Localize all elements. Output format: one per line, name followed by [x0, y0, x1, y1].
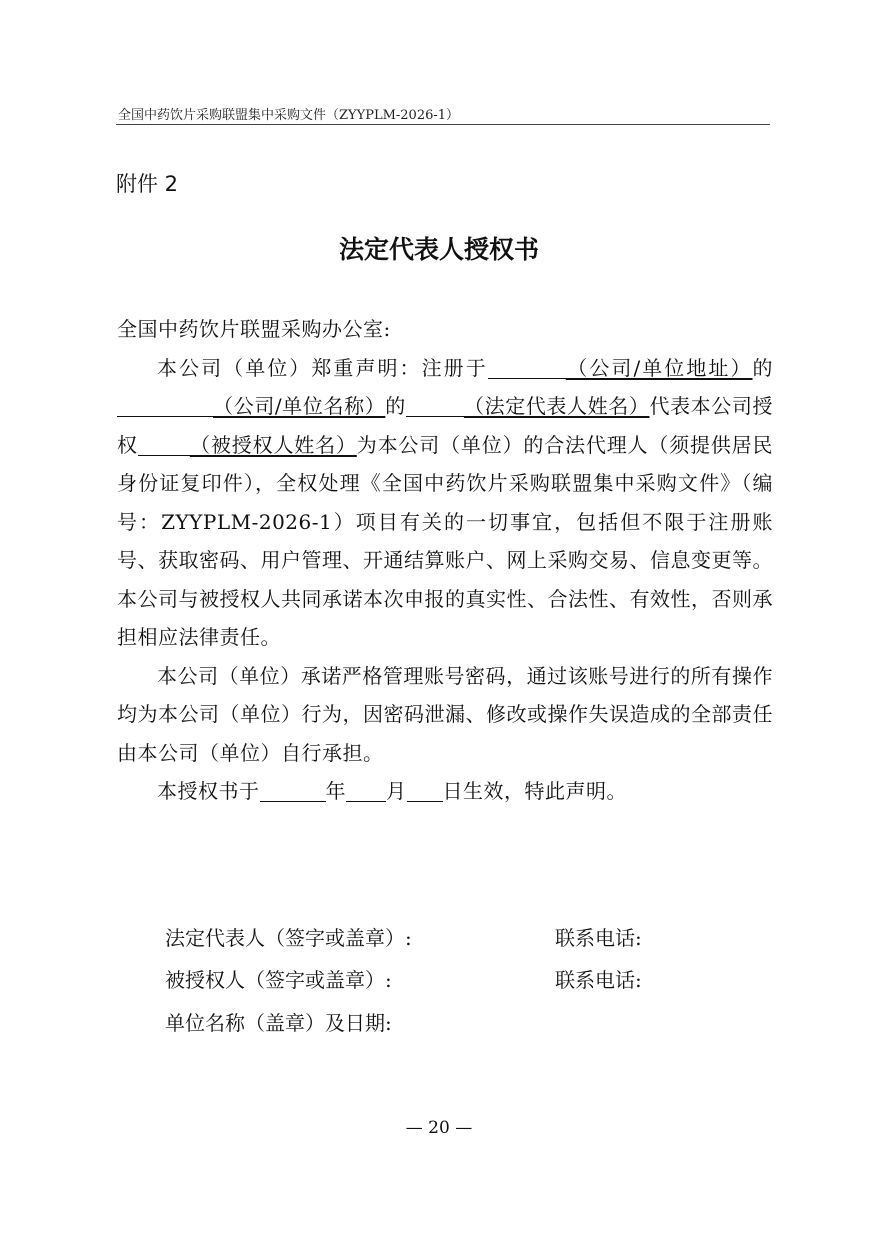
year-blank[interactable] — [260, 779, 326, 802]
password-responsibility-paragraph: 本公司（单位）承诺严格管理账号密码，通过该账号进行的所有操作均为本公司（单位）行为，因密码泄漏、修改或操作失误造成的全部责任由本公司（单位）自行承担。 — [117, 663, 773, 765]
effective-date-paragraph — [117, 772, 773, 811]
authorization-paragraph — [117, 349, 773, 657]
para1-text-e: 为本公司（单位）的合法代理人（须提供居民身份证复印件），全权处理《全国中药饮片采购联盟集中采购文件》（编号：ZYYPLM-2026-1）项目有关的一切事宜，包括但不限于注册账号、获取密码、用户管理、开通结算账户、网上采购交易、信息变更等。本公司与被授权人共同承诺本次申报的真实性、合法性、有效性，否则承担相应法律责任。 — [117, 432, 774, 649]
para1-text-d: 代表本公司授权 — [117, 394, 773, 457]
unit-name-date-label: 单位名称（盖章）及日期: — [165, 1011, 392, 1035]
para1-text-a: 本公司（单位）郑重声明：注册于 — [157, 355, 488, 380]
salutation: 全国中药饮片联盟采购办公室: — [117, 317, 391, 341]
legal-rep-name-hint: （法定代表人姓名） — [463, 394, 650, 418]
attachment-label: 附件 2 — [116, 172, 179, 196]
letter-body — [117, 310, 773, 811]
company-name-blank[interactable] — [117, 394, 213, 417]
agent-phone-label: 联系电话: — [555, 968, 642, 992]
legal-rep-phone-label: 联系电话: — [555, 926, 642, 950]
month-blank[interactable] — [346, 779, 386, 802]
document-title: 法定代表人授权书 — [338, 235, 539, 264]
company-name-hint: （公司/单位名称） — [213, 394, 386, 418]
legal-rep-name-blank[interactable] — [406, 394, 464, 417]
address-blank[interactable] — [488, 356, 566, 379]
agent-name-hint: （被授权人姓名） — [189, 432, 357, 457]
year-label: 年 — [325, 779, 346, 803]
month-label: 月 — [386, 779, 407, 803]
agent-signature-label: 被授权人（签字或盖章）: — [165, 968, 392, 992]
para1-text-b: 的 — [752, 355, 773, 380]
header-divider — [116, 124, 770, 125]
address-hint: （公司/单位地址） — [565, 355, 753, 380]
para1-text-c: 的 — [385, 394, 406, 418]
agent-name-blank[interactable] — [138, 433, 190, 456]
para3-text-a: 本授权书于 — [157, 779, 260, 803]
legal-rep-signature-label: 法定代表人（签字或盖章）: — [165, 926, 412, 950]
day-blank[interactable] — [407, 779, 443, 802]
page-header: 全国中药饮片采购联盟集中采购文件（ZYYPLM-2026-1） — [118, 108, 460, 123]
day-suffix: 日生效，特此声明。 — [442, 779, 627, 803]
page-number: — 20 — — [405, 1118, 473, 1138]
